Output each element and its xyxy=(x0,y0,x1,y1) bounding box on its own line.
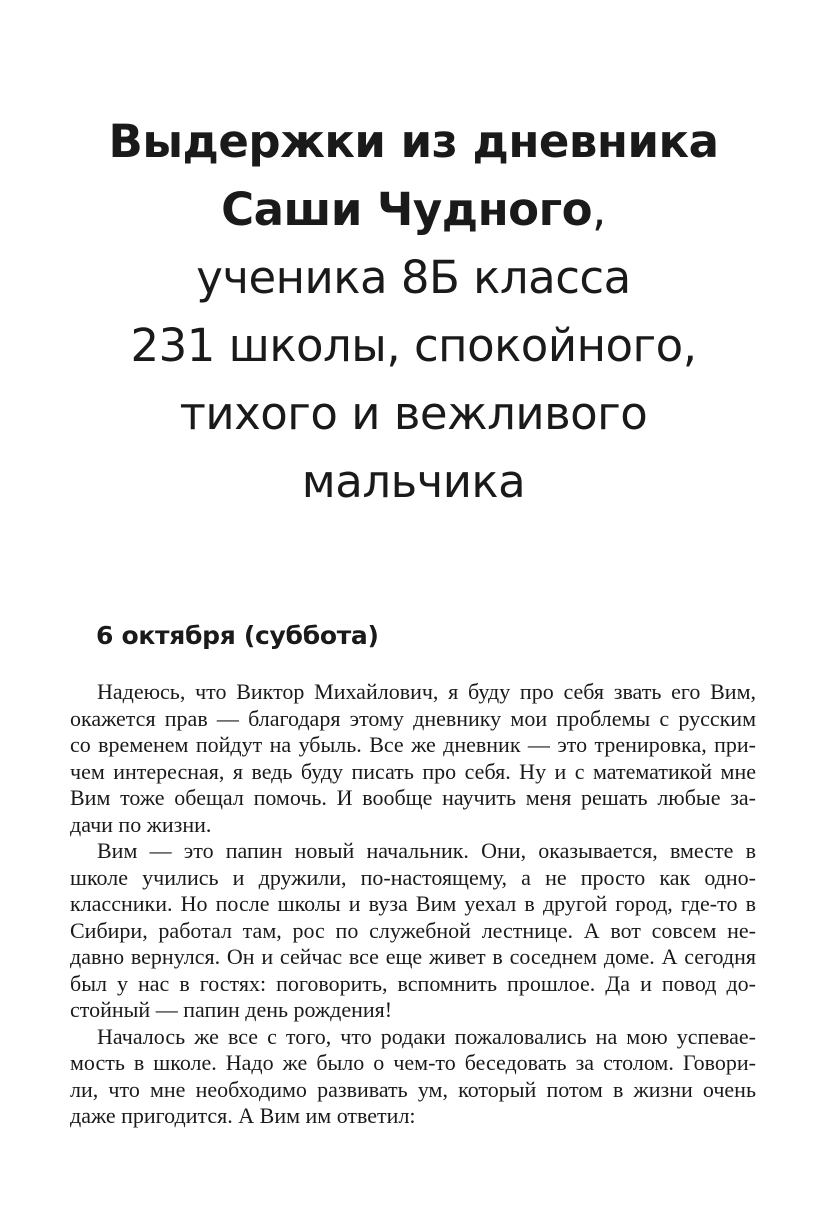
text-line: чем интересная, я ведь буду писать про себя. Ну и с математикой мне xyxy=(70,758,756,784)
text-line: со временем пойдут на убыль. Все же дневник — это тренировка, при- xyxy=(70,732,756,757)
text-line: Надеюсь, что Виктор Михайлович, я буду про себя звать его Вим, xyxy=(97,679,756,704)
text-line: мость в школе. Надо же было о чем-то беседовать за столом. Говори- xyxy=(70,1050,756,1075)
text-line: окажется прав — благодаря этому дневнику мои проблемы с русским xyxy=(70,705,756,731)
text-line: Вим — это папин новый начальник. Они, оказывается, вместе в xyxy=(97,838,756,863)
entry-body xyxy=(70,679,756,1130)
title-name: Саши Чудного xyxy=(221,183,593,236)
text-line: ли, что мне необходимо развивать ум, который потом в жизни очень xyxy=(70,1076,756,1102)
text-line: был у нас в гостях: поговорить, вспомнить прошлое. Да и повод до- xyxy=(70,970,756,996)
title-line-6: мальчика xyxy=(301,455,526,508)
paragraph-1 xyxy=(70,679,756,838)
title-line-3: ученика 8Б класса xyxy=(196,251,631,304)
text-line: Началось же все с того, что родаки пожаловались на мою успевае- xyxy=(97,1023,756,1049)
text-line: Вим тоже обещал помочь. И вообще научить меня решать любые за- xyxy=(70,785,756,810)
text-line: Сибири, работал там, рос по служебной лестнице. А вот совсем не- xyxy=(70,917,756,943)
entry-date-heading: 6 октября (суббота) xyxy=(96,621,379,650)
text-line: классники. Но после школы и вуза Вим уехал в другой город, где-то в xyxy=(70,891,756,916)
paragraph-3 xyxy=(70,1024,756,1130)
title-line-4: 231 школы, спокойного, xyxy=(130,319,697,372)
text-line: давно вернулся. Он и сейчас все еще живет в соседнем доме. А сегодня xyxy=(70,944,756,969)
title-comma: , xyxy=(592,183,606,236)
text-line: даже пригодится. А Вим им ответил: xyxy=(70,1103,416,1128)
text-line: дачи по жизни. xyxy=(70,811,212,837)
title-line-5: тихого и вежливого xyxy=(179,387,648,440)
text-line: стойный — папин день рождения! xyxy=(70,997,393,1022)
paragraph-2 xyxy=(70,838,756,1024)
title-line-2 xyxy=(60,176,767,244)
text-line: школе учились и дружили, по-настоящему, а не просто как одно- xyxy=(70,864,756,890)
title-line-1: Выдержки из дневника xyxy=(108,115,719,168)
chapter-title xyxy=(60,108,767,516)
